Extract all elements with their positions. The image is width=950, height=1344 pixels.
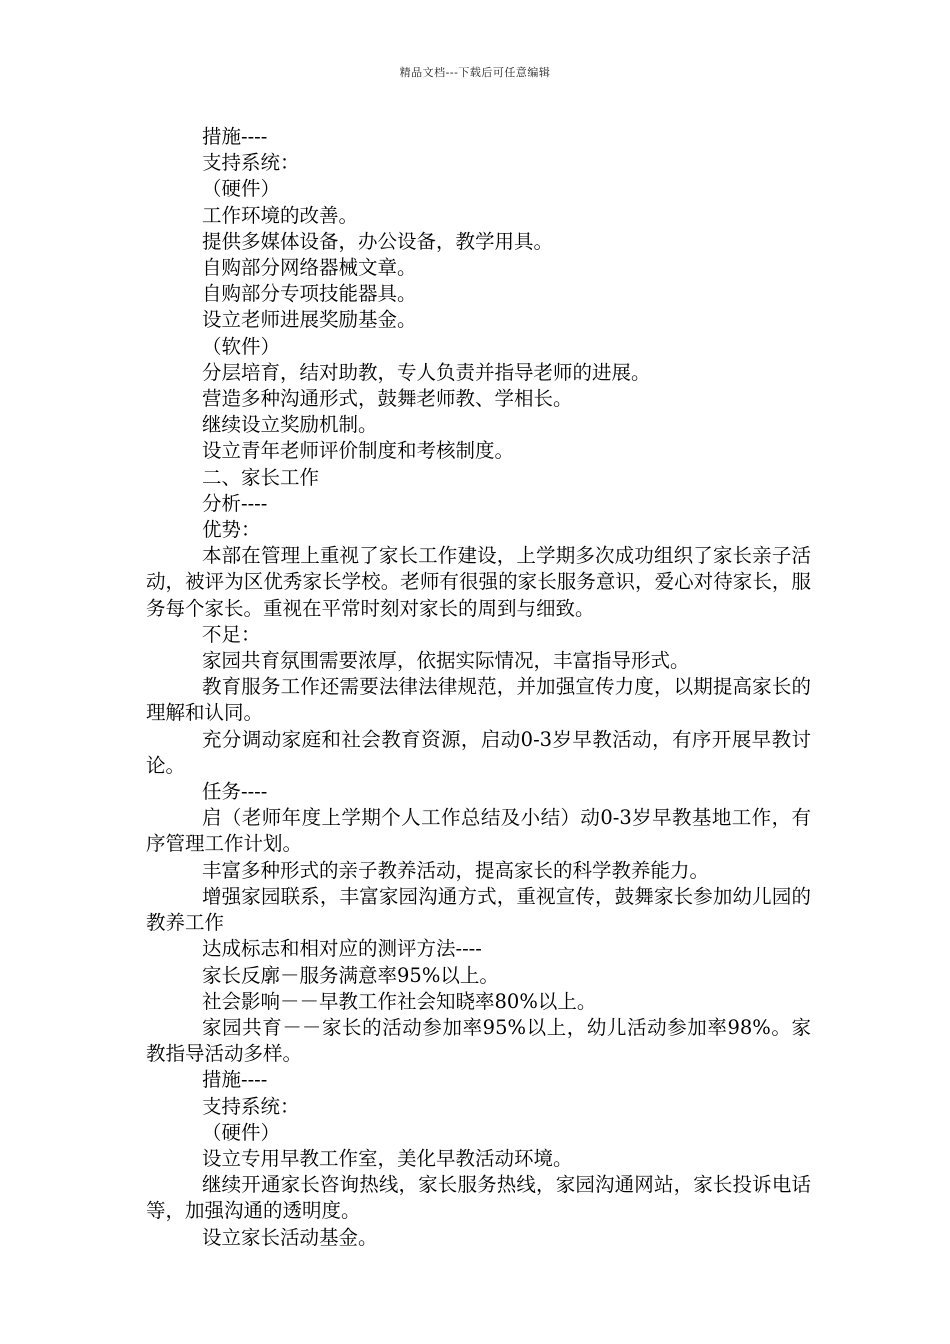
paragraph: 支持系统： [202, 151, 300, 175]
paragraph: 家园共育－－家长的活动参加率95%以上，幼儿活动参加率98%。家教指导活动多样。 [146, 1015, 811, 1066]
paragraph: 设立青年老师评价制度和考核制度。 [202, 439, 515, 463]
paragraph: （硬件） [202, 1120, 281, 1144]
paragraph: 分层培育，结对助教，专人负责并指导老师的进展。 [202, 360, 651, 384]
paragraph: 自购部分专项技能器具。 [202, 282, 417, 306]
paragraph: 社会影响－－早教工作社会知晓率80%以上。 [202, 989, 597, 1013]
paragraph: 继续设立奖励机制。 [202, 413, 378, 437]
paragraph: 教育服务工作还需要法律法律规范，并加强宣传力度，以期提高家长的理解和认同。 [146, 675, 811, 725]
paragraph: 不足： [202, 622, 261, 646]
paragraph: （软件） [202, 334, 281, 358]
paragraph: 充分调动家庭和社会教育资源，启动0-3岁早教活动，有序开展早教讨论。 [146, 727, 811, 777]
paragraph: 任务---- [202, 780, 268, 804]
paragraph: 支持系统： [202, 1094, 300, 1118]
paragraph: 提供多媒体设备，办公设备，教学用具。 [202, 229, 554, 253]
paragraph: 继续开通家长咨询热线，家长服务热线，家园沟通网站，家长投诉电话等，加强沟通的透明度。 [146, 1173, 811, 1223]
paragraph: 家长反廓－服务满意率95%以上。 [202, 963, 499, 987]
paragraph: 设立专用早教工作室，美化早教活动环境。 [202, 1146, 573, 1170]
paragraph: 分析---- [202, 491, 268, 515]
paragraph: 措施---- [202, 1068, 268, 1092]
document-body [146, 124, 811, 1251]
paragraph: 自购部分网络器械文章。 [202, 256, 417, 280]
paragraph: 家园共育氛围需要浓厚，依据实际情况，丰富指导形式。 [202, 649, 690, 673]
page-header: 精品文档---下载后可任意编辑 [399, 66, 551, 79]
paragraph: 设立老师进展奖励基金。 [202, 308, 417, 332]
paragraph: 营造多种沟通形式，鼓舞老师教、学相长。 [202, 387, 573, 411]
paragraph: 丰富多种形式的亲子教养活动，提高家长的科学教养能力。 [202, 858, 710, 882]
paragraph: 工作环境的改善。 [202, 203, 359, 227]
paragraph: 设立家长活动基金。 [202, 1225, 378, 1249]
section-heading: 二、家长工作 [202, 465, 320, 489]
paragraph: 启（老师年度上学期个人工作总结及小结）动0-3岁早教基地工作，有序管理工作计划。 [146, 806, 811, 856]
paragraph: 本部在管理上重视了家长工作建设，上学期多次成功组织了家长亲子活动，被评为区优秀家长学校。老师有很强的家长服务意识，爱心对待家长，服务每个家长。重视在平常时刻对家长的周到与细致。 [146, 544, 811, 620]
paragraph: 达成标志和相对应的测评方法---- [202, 937, 482, 961]
paragraph: 措施---- [202, 125, 268, 148]
paragraph: 优势： [202, 518, 261, 542]
paragraph: 增强家园联系，丰富家园沟通方式，重视宣传，鼓舞家长参加幼儿园的教养工作 [146, 884, 811, 935]
paragraph: （硬件） [202, 177, 281, 201]
